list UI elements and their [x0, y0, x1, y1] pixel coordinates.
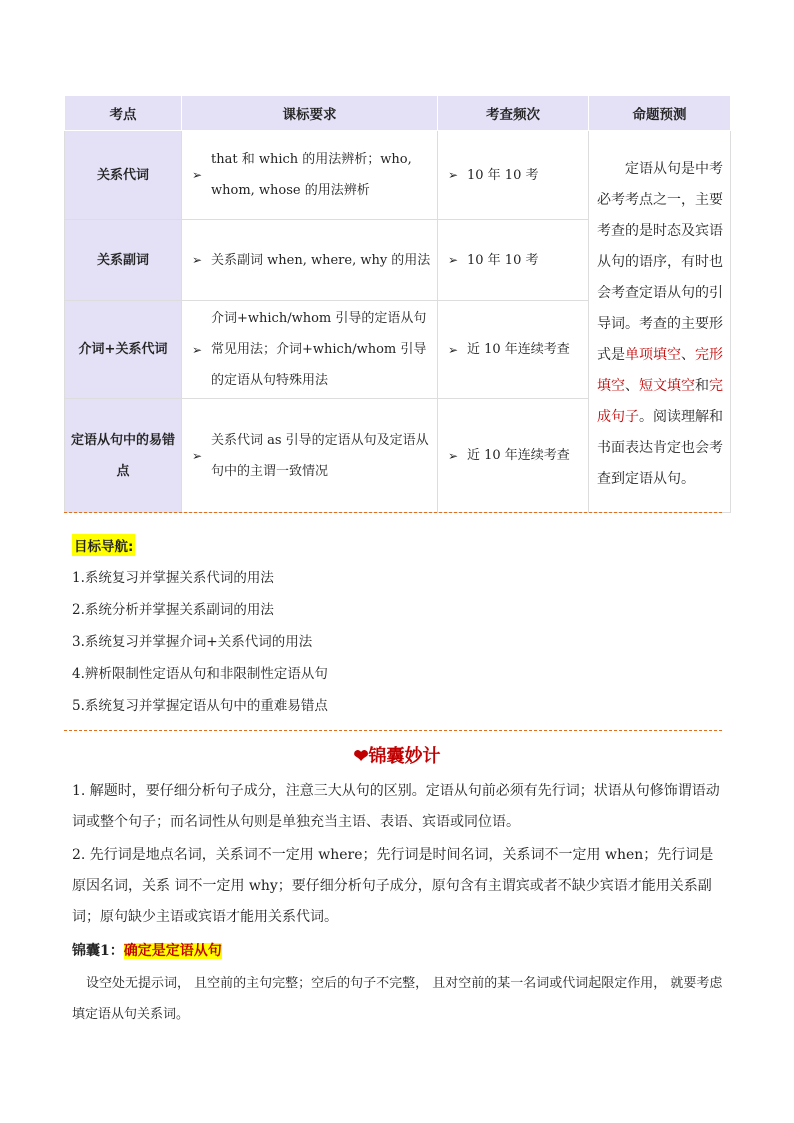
- frequency-text: 10 年 10 考: [467, 167, 539, 183]
- bullet-arrow-icon: ➢: [191, 253, 203, 267]
- goal-item: 3.系统复习并掌握介词+关系代词的用法: [72, 634, 313, 650]
- topic-cell: 关系副词: [65, 220, 182, 301]
- goal-item: 4.辨析限制性定语从句和非限制性定语从句: [72, 666, 328, 682]
- topic-cell: 关系代词: [65, 131, 182, 220]
- prediction-cell: 定语从句是中考必考考点之一，主要考查的是时态及宾语从句的语序，有时也会考查定语从句的引导词。考查的主要形式是单项填空、完形填空、短文填空和完成句子。阅读理解和书面表达肯定也会考查到定语从句。: [589, 131, 731, 513]
- tip1-title: 确定是定语从句: [123, 943, 222, 959]
- prediction-highlight: 完成句子: [597, 378, 723, 425]
- dashed-divider: [64, 512, 722, 513]
- tip1-heading: [72, 940, 222, 960]
- frequency-text: 10 年 10 考: [467, 252, 539, 268]
- tip-paragraph: 2. 先行词是地点名词，关系词不一定用 where；先行词是时间名词，关系词不一定用 when；先行词是原因名词，关系 词不一定用 why；要仔细分析句子成分，原句含有主谓宾或者不缺少宾语才能用关系副词；原句缺少主语或宾语才能用关系代词。: [72, 847, 714, 925]
- tip1-body: 设空处无提示词， 且空前的主句完整；空后的句子不完整， 且对空前的某一名词或代词起限定作用， 就要考虑填定语从句关系词。: [72, 976, 723, 1022]
- requirement-text: 介词+which/whom 引导的定语从句常见用法；介词+which/whom 引导的定语从句特殊用法: [211, 311, 427, 388]
- header-requirement: 课标要求: [182, 96, 438, 131]
- header-prediction: 命题预测: [589, 96, 731, 131]
- topic-cell: 定语从句中的易错点: [65, 399, 182, 513]
- tip-paragraph: 1. 解题时，要仔细分析句子成分，注意三大从句的区别。定语从句前必须有先行词；状语从句修饰谓语动词或整个句子；而名词性从句则是单独充当主语、表语、宾语或同位语。: [72, 783, 720, 830]
- prediction-highlight: 完形填空: [597, 347, 723, 394]
- goal-item: 2.系统分析并掌握关系副词的用法: [72, 602, 274, 618]
- prediction-highlight: 短文填空: [639, 378, 695, 394]
- prediction-highlight: 单项填空: [625, 347, 681, 363]
- bullet-arrow-icon: ➢: [447, 253, 459, 267]
- prediction-text: 定语从句是中考必考考点之一，主要考查的是时态及宾语从句的语序，有时也会考查定语从句的引导词。考查的主要形式是: [597, 161, 723, 363]
- requirement-text: that 和 which 的用法辨析；who, whom, whose 的用法辨析: [211, 152, 412, 198]
- tip1-label: 锦囊1：: [72, 943, 124, 959]
- bullet-arrow-icon: ➢: [447, 342, 459, 357]
- goal-item: 5.系统复习并掌握定语从句中的重难易错点: [72, 698, 328, 714]
- frequency-text: 近 10 年连续考查: [467, 448, 570, 463]
- dashed-divider: [64, 730, 722, 731]
- table-row: [65, 131, 731, 220]
- requirement-text: 关系代词 as 引导的定语从句及定语从句中的主谓一致情况: [211, 432, 429, 479]
- topic-cell: 介词+关系代词: [65, 301, 182, 399]
- heart-icon: ❤: [353, 746, 369, 767]
- bullet-arrow-icon: ➢: [191, 342, 203, 357]
- goals-title: 目标导航:: [72, 534, 135, 556]
- header-frequency: 考查频次: [438, 96, 589, 131]
- frequency-text: 近 10 年连续考查: [467, 342, 570, 357]
- bullet-arrow-icon: ➢: [191, 168, 203, 182]
- tips-title: ❤锦囊妙计: [353, 746, 441, 767]
- bullet-arrow-icon: ➢: [191, 448, 203, 463]
- bullet-arrow-icon: ➢: [447, 168, 459, 182]
- goal-item: 1.系统复习并掌握关系代词的用法: [72, 570, 274, 586]
- bullet-arrow-icon: ➢: [447, 448, 459, 463]
- header-topic: 考点: [65, 96, 182, 131]
- requirement-text: 关系副词 when, where, why 的用法: [211, 252, 431, 268]
- exam-points-table: [64, 95, 731, 513]
- prediction-text: 。阅读理解和书面表达肯定也会考查到定语从句。: [597, 409, 723, 487]
